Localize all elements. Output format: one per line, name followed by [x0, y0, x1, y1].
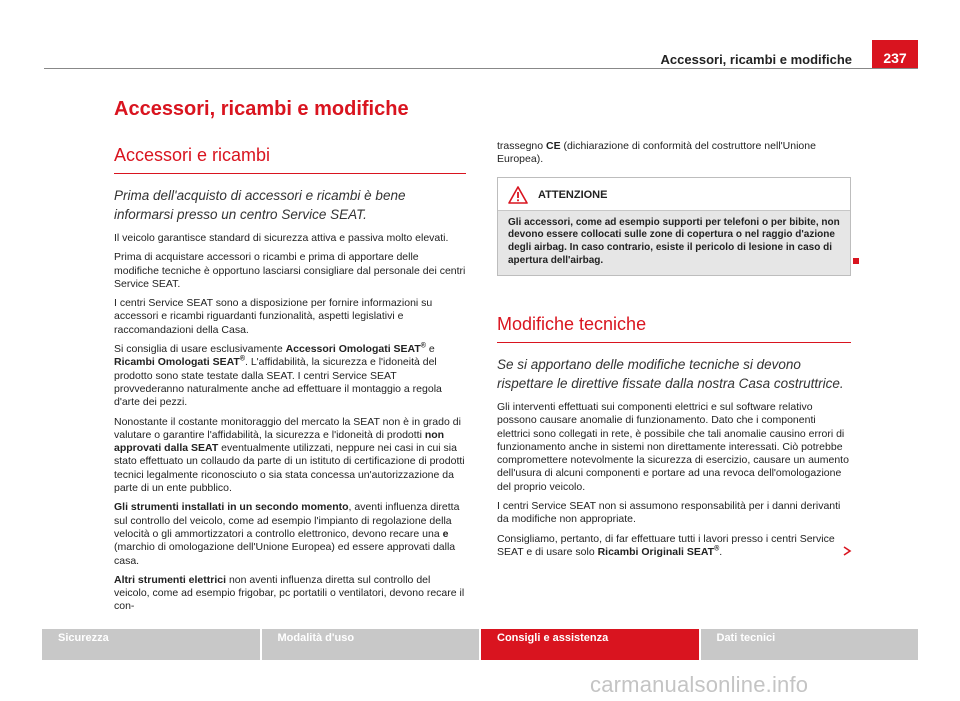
section-title-modifiche: Modifiche tecniche [497, 314, 851, 343]
header-rule [44, 68, 918, 69]
warning-triangle-icon [508, 186, 528, 204]
warning-header [498, 178, 850, 211]
paragraph: I centri Service SEAT non si assumono responsabilità per i danni derivanti da modifiche non appropriate. [497, 500, 841, 526]
tab-dati-tecnici[interactable]: Dati tecnici [701, 629, 919, 660]
tab-consigli-assistenza[interactable]: Consigli e assistenza [481, 629, 701, 660]
watermark-text: carmanualsonline.info [590, 672, 809, 697]
section-title-accessori: Accessori e ricambi [114, 145, 466, 174]
section-lead: Se si apportano delle modifiche tecniche si devono rispettare le direttive fissate dalla nostra Casa costruttrice. [497, 357, 844, 391]
paragraph: Il veicolo garantisce standard di sicurezza attiva e passiva molto elevati. [114, 232, 449, 244]
running-header-title: Accessori, ricambi e modifiche [660, 52, 852, 67]
warning-box [497, 177, 851, 276]
paragraph: trassegno CE (dichiarazione di conformità del costruttore nell'Unione Europea). [497, 140, 816, 166]
continue-arrow-icon [843, 546, 852, 556]
footer-nav [42, 629, 918, 660]
tab-sicurezza[interactable]: Sicurezza [42, 629, 262, 660]
paragraph: Nonostante il costante monitoraggio del mercato la SEAT non è in grado di valutare o garantire l'affidabilità, la sicurezza e l'idoneità di prodotti non approvati dalla SEAT eventualmente utilizzati, neppure nei casi in cui sia stato effettuato un collaudo da parte di un istituto di certificazione di prodotti tecnici legalmente riconosciuto o sia stata concessa un'autorizzazione da parte di un ente pubblico. [114, 415, 465, 495]
paragraph: Gli interventi effettuati sui componenti elettrici e sul software relativo possono causare anomalie di funzionamento. Dato che i componenti elettrici sono collegati in rete, è possibile che tali anomalie causino errori di funzionamento anche in sistemi non direttamente interessati. Ciò potrebbe compromettere notevolmente la sicurezza di esercizio, causare un aumento dell'usura di alcuni componenti e portare ad una revoca dell'omologazione del proprio veicolo. [497, 401, 849, 493]
section-lead: Prima dell'acquisto di accessori e ricambi è bene informarsi presso un centro Service SEAT. [114, 188, 406, 222]
paragraph: Consigliamo, pertanto, di far effettuare tutti i lavori presso i centri Service SEAT e di usare solo Ricambi Originali SEAT®. [497, 532, 835, 558]
warning-text: Gli accessori, come ad esempio supporti per telefoni o per bibite, non devono essere collocati sulle zone di copertura o nel raggio d'azione degli airbag. In caso contrario, esiste il pericolo di lesione in caso di apertura dell'airbag. [498, 211, 850, 275]
left-column [114, 145, 466, 620]
page-number-badge: 237 [872, 40, 918, 68]
paragraph: I centri Service SEAT sono a disposizione per fornire informazioni su accessori e ricambi riguardanti funzionalità, aspetti legislativi e raccomandazioni della Casa. [114, 297, 433, 336]
section-end-square-icon [853, 258, 859, 264]
paragraph: Gli strumenti installati in un secondo momento, aventi influenza diretta sul controllo del veicolo, come ad esempio l'impianto di regolazione della velocità o gli ammortizzatori a controllo elettronico, devono recare una e (marchio di omologazione dell'Unione Europea) ed essere approvati dalla casa. [114, 501, 460, 567]
section-modifiche [497, 312, 851, 565]
right-column [497, 140, 851, 276]
paragraph: Si consiglia di usare esclusivamente Accessori Omologati SEAT® e Ricambi Omologati SEAT®. L'affidabilità, la sicurezza e l'idoneità del prodotto sono state testate dalla SEAT. I centri Service SEAT provvederanno naturalmente anche ad effettuare il montaggio a regola d'arte dei pezzi. [114, 342, 442, 409]
chapter-title: Accessori, ricambi e modifiche [114, 98, 409, 120]
paragraph: Prima di acquistare accessori o ricambi e prima di apportare delle modifiche tecniche è opportuno lasciarsi consigliare dal personale dei centri Service SEAT. [114, 251, 466, 290]
tab-modalita-uso[interactable]: Modalità d'uso [262, 629, 482, 660]
warning-title: ATTENZIONE [538, 188, 608, 201]
paragraph: Altri strumenti elettrici non aventi influenza diretta sul controllo del veicolo, come ad esempio frigobar, pc portatili o ventilatori, devono recare il con- [114, 573, 465, 613]
